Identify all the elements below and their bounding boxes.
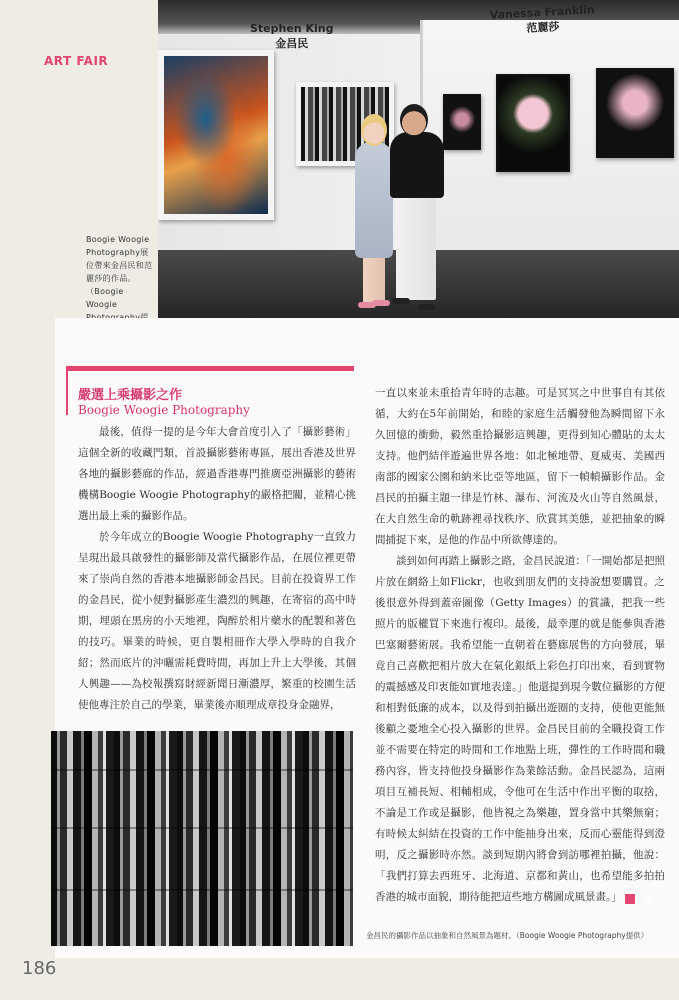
paragraph: 於今年成立的Boogie Woogie Photography一直致力呈現出最具啟發性的攝影師及當代攝影作品，在展位裡更帶來了崇尚自然的香港本地攝影師金昌民。目前在投資界工作的金昌民，從小便對攝影產生濃烈的興趣，在寄宿的高中時期，埋頭在黑房的小天地裡，陶醉於相片藥水的配製和著色的技巧。畢業的時候，更自製相冊作大學入學時的自我介紹；然而底片的沖曬需耗費時間，再加上升上大學後，其個人興趣——為校報撰寫財經新聞日漸濃厚，繁重的校園生活使他專注於自己的學業，畢業後亦順理成章投身金融界， bbox=[78, 531, 356, 711]
booth-artist-zh: 范麗莎 bbox=[526, 20, 560, 35]
shoe bbox=[418, 304, 436, 310]
booth-label-right bbox=[489, 3, 596, 37]
shoe bbox=[392, 298, 410, 304]
headline-bar bbox=[66, 371, 68, 415]
photo-caption-bottom: 金昌民的攝影作品以抽象和自然風景為題材。（Boogie Woogie Photography提供） bbox=[366, 931, 649, 940]
abstract-artwork bbox=[158, 50, 274, 220]
flower-artwork bbox=[596, 68, 674, 158]
bamboo-node bbox=[51, 827, 353, 829]
man-figure-head bbox=[400, 104, 428, 136]
photo-caption: Boogie Woogie Photography展位帶來金昌民和范麗莎的作品。（Boogie Woogie bbox=[86, 235, 153, 309]
bamboo-node bbox=[51, 889, 353, 891]
flower-artwork bbox=[443, 94, 481, 150]
paragraph-text: 談到如何再踏上攝影之路，金昌民說道：「一開始都是把照片放在網絡上如Flickr，也收到朋友們的支持說想要購買。之後很意外得到蓋帝圖像（Getty Images）的賞識，把我一些照片的版權買下來進行複印。最後，最幸運的就是能參與香港巴塞爾藝術展。我希望能一直朝着在藝廊展售的方向發展，畢竟自己喜歡把相片放大在氣化銀紙上彩色打印出來，看到實物的震撼感及印衷能如實地表達。」他還提到現今數位攝影的方便和相對低廉的成本，以及得到拍攝出遊圈的支持，使他更能無後顧之憂地全心投入攝影的世界。金昌民目前的全職投資工作並不需要在特定的時間和工作地點上班，彈性的工作時間和職務內容，皆支持他投身攝影作為業餘活動。金昌民認為，這兩項目互補長短、相輔相成，令他可在生活中作出平衡的取捨，不論是工作或是攝影，他皆視之為樂趣，置身當中其樂無窮；有時候太糾結在投資的工作中能抽身出來，反而心靈能得到澄明，反之攝影時亦然。談到短期內將會到訪哪裡拍攝，他說：「我們打算去西班牙、北海道、京都和黃山，也希望能多拍拍香港的城市面貌，期待能把這些地方構圖成風景畫。」 bbox=[375, 555, 665, 903]
headline-rule bbox=[66, 366, 354, 371]
bamboo-node bbox=[51, 769, 353, 771]
art-fair-booth-photo bbox=[158, 0, 679, 318]
woman-figure-head bbox=[361, 114, 387, 146]
booth-artist-en: Stephen King bbox=[250, 22, 334, 35]
article-column-left bbox=[78, 422, 356, 716]
booth-label-left bbox=[250, 22, 333, 51]
woman-figure-legs bbox=[363, 256, 385, 306]
end-mark-icon: A bbox=[625, 894, 635, 904]
article-column-right bbox=[375, 383, 665, 908]
paragraph: 一直以來並未重拾青年時的志趣。可是冥冥之中世事自有其依循，大約在5年前開始，和睦的家庭生活觸發他為瞬間留下永久回憶的衝動，毅然重拾攝影這興趣，更得到知心體貼的太太支持。他們結伴遊遍世界各地：如北極地帶、夏威夷、美國西南部的國家公園和納米比亞等地區，留下一幀幀攝影作品。金昌民的拍攝主題一律是竹林、瀑布、河流及火山等自然風景，在大自然生命的軌跡裡尋找秩序、欣賞其美態，並把抽象的瞬間捕捉下來，是他的作品中所欲傳達的。 bbox=[375, 387, 665, 546]
page-number: 186 bbox=[22, 958, 57, 979]
paragraph bbox=[375, 551, 665, 908]
bamboo-photo bbox=[51, 731, 353, 946]
article-headline: 嚴選上乘攝影之作 bbox=[78, 388, 183, 403]
article-subhead: Boogie Woogie Photography bbox=[78, 403, 250, 417]
booth-artist-zh: 金昌民 bbox=[275, 37, 309, 50]
man-figure-legs bbox=[396, 196, 436, 300]
woman-figure bbox=[355, 142, 393, 258]
booth-artist-en: Vanessa Franklin bbox=[489, 3, 596, 22]
man-figure bbox=[390, 132, 444, 198]
section-tag: ART FAIR bbox=[44, 54, 109, 68]
paragraph: 最後，值得一提的是今年大會首度引入了「攝影藝術」這個全新的收藏門類，首設攝影藝術專區，展出香港及世界各地的攝影藝廊的作品，經過香港專門推廣亞洲攝影的藝術機構Boogie Woogie Photography的嚴格把關，並精心挑選出最上乘的攝影作品。 bbox=[78, 426, 356, 522]
shoe bbox=[372, 300, 390, 306]
peony-artwork bbox=[496, 74, 570, 172]
